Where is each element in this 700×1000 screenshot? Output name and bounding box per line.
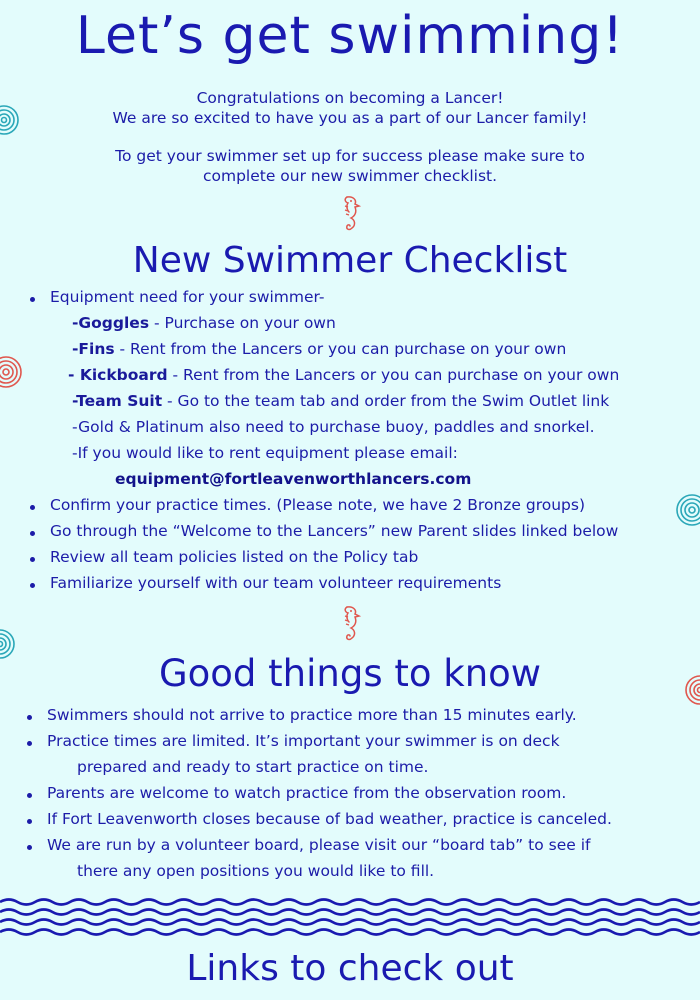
bullet-dot bbox=[27, 819, 32, 824]
bullet-dot bbox=[27, 741, 32, 746]
spiral-icon bbox=[0, 354, 22, 390]
section-title-links: Links to check out bbox=[186, 948, 514, 989]
bullet-dot bbox=[27, 845, 32, 850]
section-title-good-things: Good things to know bbox=[158, 652, 542, 695]
equipment-item: -Team Suit - Go to the team tab and order from the Swim Outlet link bbox=[72, 392, 610, 410]
intro-line: We are so excited to have you as a part of our Lancer family! bbox=[112, 109, 588, 127]
bullet-dot bbox=[27, 715, 32, 720]
gold-note: -Gold & Platinum also need to purchase buoy, paddles and snorkel. bbox=[72, 418, 595, 436]
bullet-dot bbox=[30, 505, 35, 510]
list-item-continuation: prepared and ready to start practice on time. bbox=[77, 758, 429, 776]
intro-paragraph bbox=[0, 146, 700, 186]
rent-note: -If you would like to rent equipment please email: bbox=[72, 444, 458, 462]
section-title-checklist: New Swimmer Checklist bbox=[132, 240, 568, 281]
spiral-icon bbox=[674, 492, 700, 528]
equipment-item: -Goggles - Purchase on your own bbox=[72, 314, 336, 332]
bullet-dot bbox=[27, 793, 32, 798]
seahorse-icon bbox=[337, 604, 363, 644]
bullet-dot bbox=[30, 557, 35, 562]
page-title: Let’s get swimming! bbox=[75, 6, 625, 66]
equipment-item: - Kickboard - Rent from the Lancers or you can purchase on your own bbox=[68, 366, 620, 384]
intro-paragraph bbox=[0, 88, 700, 128]
bullet-dot bbox=[30, 297, 35, 302]
waves-divider bbox=[0, 896, 700, 946]
list-item-continuation: there any open positions you would like to fill. bbox=[77, 862, 435, 880]
bullet-dot bbox=[30, 583, 35, 588]
equipment-email-link[interactable]: equipment@fortleavenworthlancers.com bbox=[115, 470, 472, 488]
intro-line: complete our new swimmer checklist. bbox=[202, 167, 498, 185]
intro-line: To get your swimmer set up for success please make sure to bbox=[115, 147, 585, 165]
seahorse-icon bbox=[337, 194, 363, 234]
equipment-item: -Fins - Rent from the Lancers or you can purchase on your own bbox=[72, 340, 567, 358]
bullet-dot bbox=[30, 531, 35, 536]
intro-line: Congratulations on becoming a Lancer! bbox=[196, 89, 504, 107]
